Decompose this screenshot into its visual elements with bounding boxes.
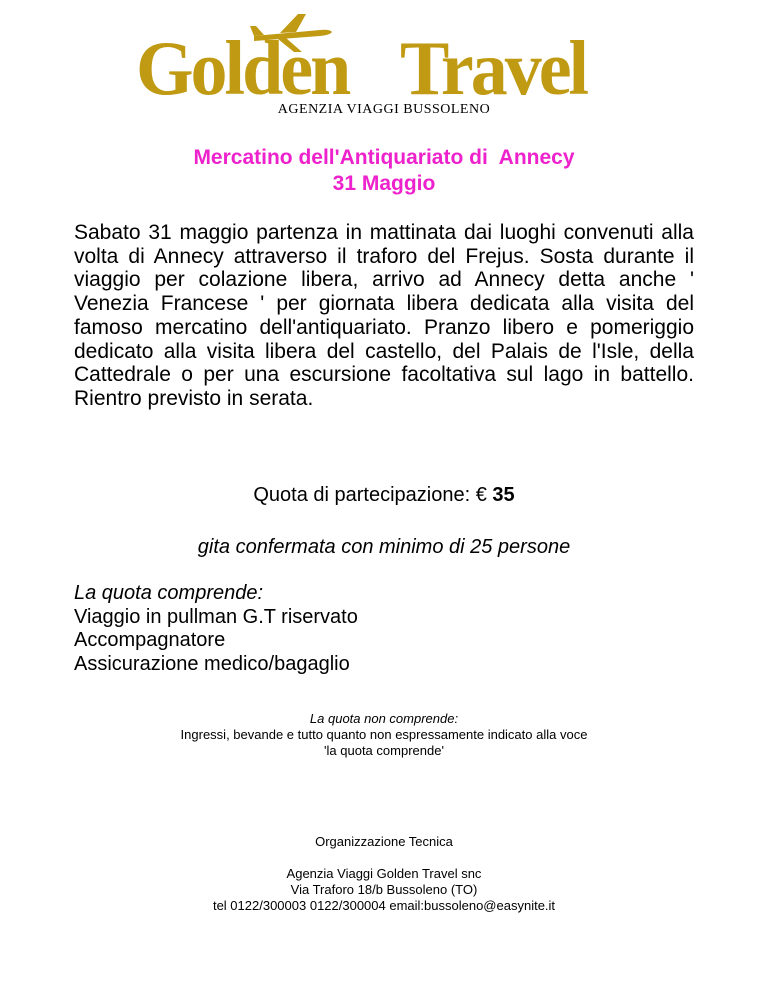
organization-label: Organizzazione Tecnica <box>315 834 453 849</box>
includes-section <box>74 582 358 676</box>
agency-contacts: tel 0122/300003 0122/300004 email:bussoleno@easynite.it <box>212 898 556 913</box>
includes-item: Accompagnatore <box>74 629 226 651</box>
page-title <box>0 145 768 197</box>
title-line-1: Mercatino dell'Antiquariato di Annecy <box>193 146 575 169</box>
includes-heading: La quota comprende: <box>74 582 264 604</box>
agency-address: Via Traforo 18/b Bussoleno (TO) <box>290 882 478 897</box>
title-line-2: 31 Maggio <box>332 172 436 195</box>
logo-word-golden: Golden <box>136 25 349 113</box>
excludes-heading: La quota non comprende: <box>309 711 459 726</box>
logo-subtitle: AGENZIA VIAGGI BUSSOLENO <box>277 102 491 117</box>
price-value: 35 <box>492 484 515 506</box>
agency-name: Agenzia Viaggi Golden Travel snc <box>286 866 482 881</box>
excludes-line-1: Ingressi, bevande e tutto quanto non espressamente indicato alla voce <box>180 727 588 742</box>
excludes-line-2: 'la quota comprende' <box>324 743 444 758</box>
golden-travel-logo <box>132 8 636 126</box>
agency-info <box>0 866 768 914</box>
logo-word-travel: Travel <box>400 25 587 113</box>
price-line <box>0 484 768 507</box>
includes-item: Viaggio in pullman G.T riservato <box>74 605 358 628</box>
trip-description: Sabato 31 maggio partenza in mattinata dai luoghi convenuti alla volta di Annecy attraverso il traforo del Frejus. Sosta durante il viaggio per colazione libera, arrivo ad Annecy detta anche ' Venezia Francese ' per giornata libera dedicata alla visita del famoso mercatino dell'antiquariato. Pranzo libero e pomeriggio dedicato alla visita libera del castello, del Palais de l'Isle, della Cattedrale o per una escursione facoltativa sul lago in battello. Rientro previsto in serata. <box>74 221 694 410</box>
excludes-section <box>0 711 768 759</box>
confirmation-note: gita confermata con minimo di 25 persone <box>197 536 571 558</box>
includes-item: Assicurazione medico/bagaglio <box>74 652 350 675</box>
price-label: Quota di partecipazione: € <box>253 484 487 506</box>
